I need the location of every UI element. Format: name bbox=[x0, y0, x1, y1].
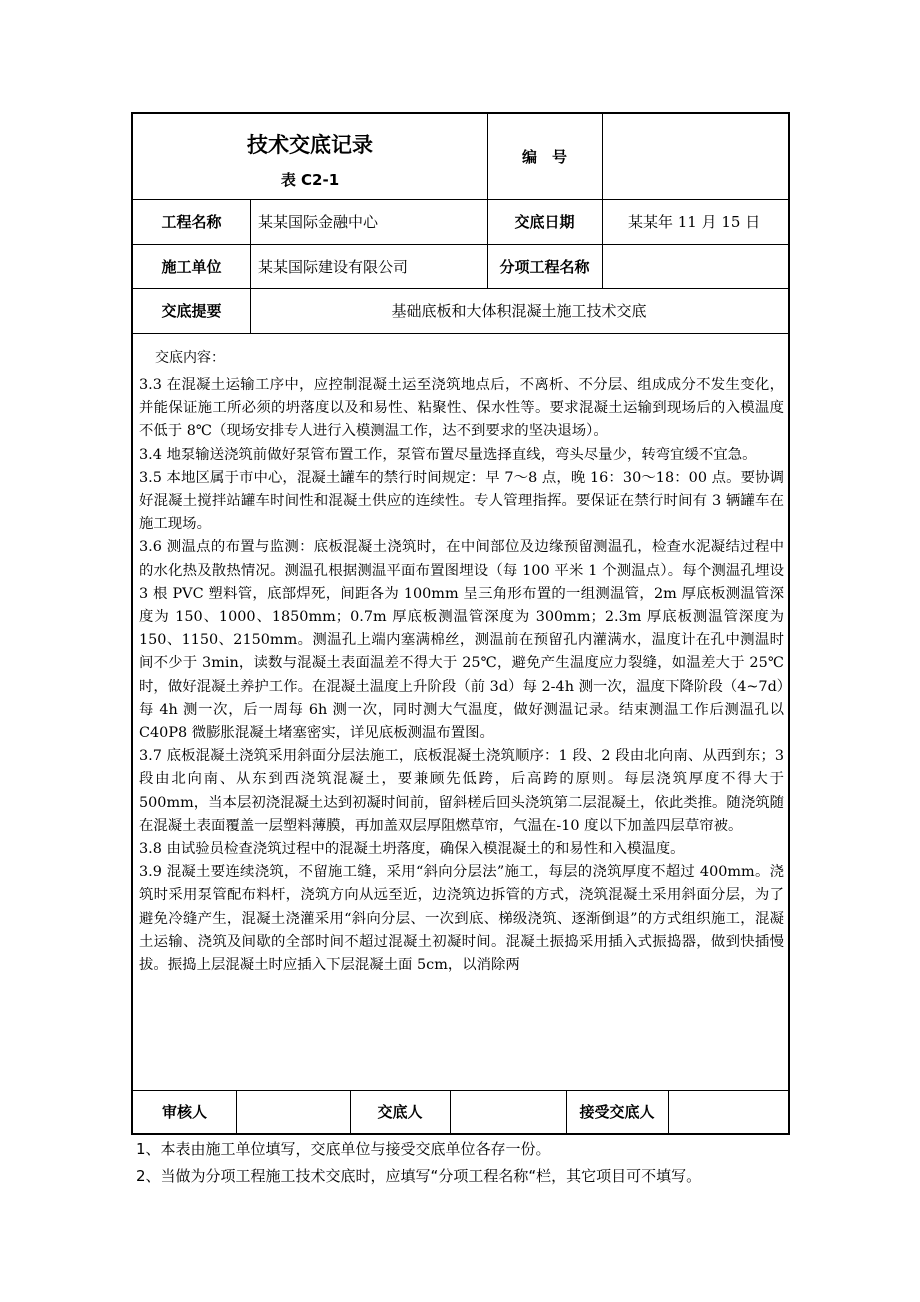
content-paragraph: 3.5 本地区属于市中心，混凝土罐车的禁行时间规定：早 7～8 点，晚 16：30～18：00 点。要协调好混凝土搅拌站罐车时间性和混凝土供应的连续性。专人管理指挥。要保证在禁行时间有 3 辆罐车在施工现场。 bbox=[139, 469, 784, 533]
receiver-field[interactable] bbox=[668, 1090, 788, 1133]
footnote: 1、本表由施工单位填写，交底单位与接受交底单位各存一份。 bbox=[136, 1140, 551, 1158]
subproject-field[interactable] bbox=[602, 244, 788, 288]
content-paragraph: 3.3 在混凝土运输工序中，应控制混凝土运至浇筑地点后，不离析、不分层、组成成分不发生变化，并能保证施工所必须的坍落度以及和易性、粘聚性、保水性等。要求混凝土运输到现场后的入模温度不低于 8℃（现场安排专人进行入模测温工作，达不到要求的坚决退场）。 bbox=[139, 377, 784, 440]
content-paragraph: 3.4 地泵输送浇筑前做好泵管布置工作，泵管布置尽量选择直线，弯头尽量少，转弯宜缓不宜急。 bbox=[139, 446, 757, 463]
number-field[interactable] bbox=[602, 114, 788, 199]
construction-unit-label: 施工单位 bbox=[161, 257, 222, 276]
project-name-label: 工程名称 bbox=[161, 213, 222, 231]
receiver-label: 接受交底人 bbox=[579, 1103, 655, 1121]
content-paragraph: 3.7 底板混凝土浇筑采用斜面分层法施工，底板混凝土浇筑顺序：1 段、2 段由北向南、从西到东；3 段由北向南、从东到西浇筑混凝土，要兼顾先低跨，后高跨的原则。每层浇筑厚度不得大于 500mm，当本层初浇混凝土达到初凝时间前，留斜槎后回头浇筑第二层混凝土，依此类推。随浇筑随在混凝土表面覆盖一层塑料薄膜，再加盖双层厚阻燃草帘，气温在-10 度以下加盖四层草帘被。 bbox=[139, 748, 784, 834]
summary-value: 基础底板和大体积混凝土施工技术交底 bbox=[391, 302, 647, 320]
construction-unit-value: 某某国际建设有限公司 bbox=[258, 257, 409, 276]
footnote: 2、当做为分项工程施工技术交底时，应填写“分项工程名称“栏，其它项目可不填写。 bbox=[136, 1167, 702, 1185]
reviewer-field[interactable] bbox=[236, 1090, 350, 1133]
form-code: 表 C2-1 bbox=[280, 170, 340, 189]
discloser-field[interactable] bbox=[450, 1090, 566, 1133]
number-label: 编 号 bbox=[521, 148, 567, 166]
subproject-label: 分项工程名称 bbox=[499, 257, 590, 276]
content-title: 交底内容： bbox=[155, 350, 225, 366]
form-title: 技术交底记录 bbox=[247, 133, 373, 157]
discloser-label: 交底人 bbox=[377, 1103, 423, 1121]
content-paragraph: 3.8 由试验员检查浇筑过程中的混凝土坍落度，确保入模混凝土的和易性和入模温度。 bbox=[139, 841, 685, 858]
date-label: 交底日期 bbox=[514, 213, 575, 231]
disclosure-content bbox=[139, 340, 784, 1090]
row-divider bbox=[133, 333, 788, 334]
project-name-value: 某某国际金融中心 bbox=[258, 213, 379, 231]
date-value: 某某年 11 月 15 日 bbox=[628, 213, 761, 231]
content-paragraph: 3.6 测温点的布置与监测：底板混凝土浇筑时，在中间部位及边缘预留测温孔，检查水泥凝结过程中的水化热及散热情况。测温孔根据测温平面布置图埋设（每 100 平米 1 个测温点）。每个测温孔埋设 3 根 PVC 塑料管，底部焊死，间距各为 100mm 呈三角形布置的一组测温管，2m 厚底板测温管深度为 150、1000、1850mm；0.7m 厚底板测温管深度为 300mm；2.3m 厚底板测温管深度为 150、1150、2150mm。测温孔上端内塞满棉丝，测温前在预留孔内灌满水，温度计在孔中测温时间不少于 3min，读数与混凝土表面温差不得大于 25℃，避免产生温度应力裂缝，如温差大于 25℃时，做好混凝土养护工作。在混凝土温度上升阶段（前 3d）每 2-4h 测一次，温度下降阶段（4~7d）每 4h 测一次，后一周每 6h 测一次，同时测大气温度，做好测温记录。结束测温工作后测温孔以 C40P8 微膨胀混凝土堵塞密实，详见底板测温布置图。 bbox=[139, 539, 784, 742]
reviewer-label: 审核人 bbox=[161, 1103, 207, 1121]
summary-label: 交底提要 bbox=[161, 302, 222, 320]
content-paragraph: 3.9 混凝土要连续浇筑，不留施工缝，采用“斜向分层法”施工，每层的浇筑厚度不超过 400mm。浇筑时采用泵管配布料杆，浇筑方向从远至近，边浇筑边拆管的方式，浇筑混凝土采用斜面分层，为了避免冷缝产生，混凝土浇灌采用“斜向分层、一次到底、梯级浇筑、逐渐倒退”的方式组织施工，混凝土运输、浇筑及间歇的全部时间不超过混凝土初凝时间。混凝土振捣采用插入式振捣器，做到快插慢拔。振捣上层混凝土时应插入下层混凝土面 5cm，以消除两 bbox=[139, 864, 784, 974]
disclosure-form bbox=[131, 112, 790, 1135]
